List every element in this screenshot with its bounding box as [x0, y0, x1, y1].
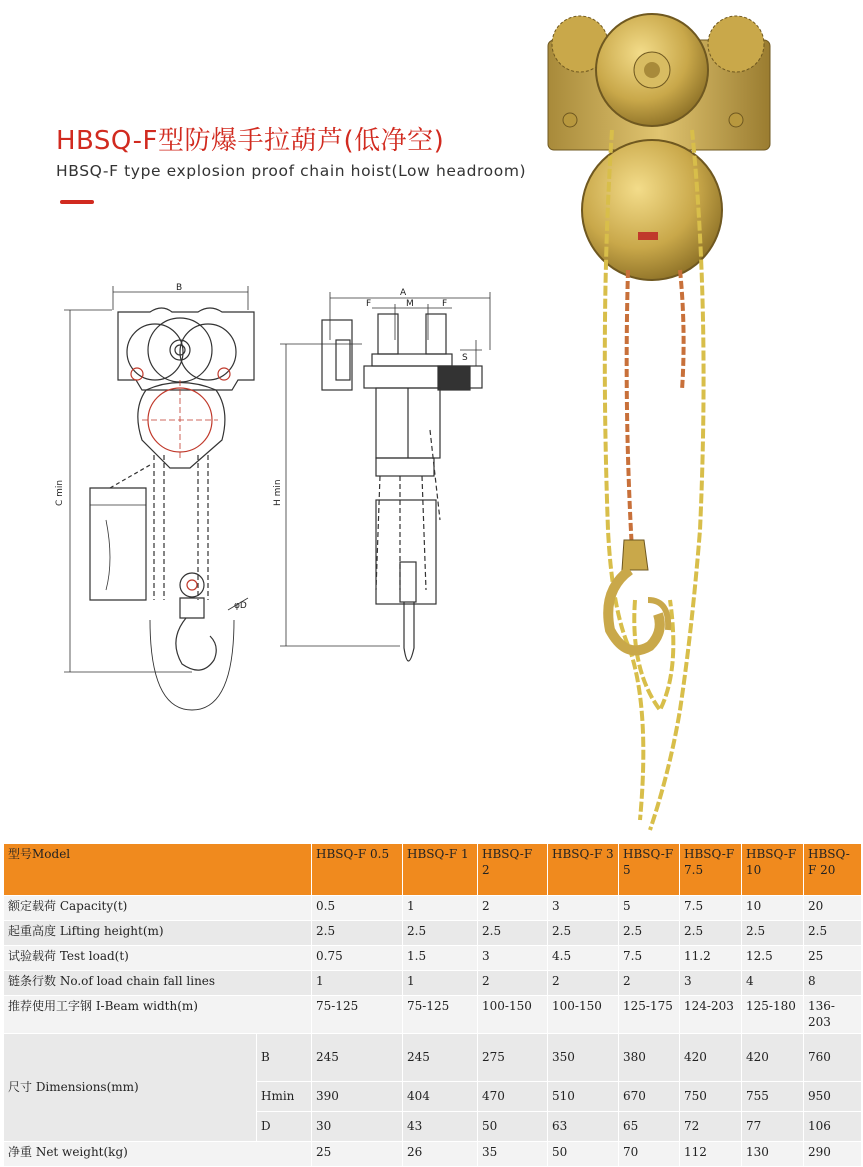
table-cell: 245 — [403, 1034, 478, 1082]
header-model: HBSQ-F 5 — [619, 844, 680, 896]
table-cell: 25 — [312, 1142, 403, 1167]
row-label: 试验载荷 Test load(t) — [4, 946, 312, 971]
table-cell: 4.5 — [548, 946, 619, 971]
table-cell: 2.5 — [742, 921, 804, 946]
header-model: HBSQ-F 10 — [742, 844, 804, 896]
table-row-chain-falls — [4, 971, 862, 996]
table-cell: 25 — [804, 946, 862, 971]
table-cell: 8 — [804, 971, 862, 996]
label-a: A — [400, 288, 407, 298]
table-cell: 1 — [312, 971, 403, 996]
title-underline — [60, 200, 94, 204]
table-cell: 136-203 — [804, 996, 862, 1034]
table-cell: 50 — [548, 1142, 619, 1167]
sub-label: B — [257, 1034, 312, 1082]
spec-table — [3, 843, 862, 1167]
table-cell: 124-203 — [680, 996, 742, 1034]
table-cell: 275 — [478, 1034, 548, 1082]
label-s: S — [462, 353, 468, 363]
label-f-right: F — [442, 299, 448, 309]
table-cell: 470 — [478, 1082, 548, 1112]
table-cell: 75-125 — [403, 996, 478, 1034]
label-m: M — [406, 299, 414, 309]
header-model: HBSQ-F 0.5 — [312, 844, 403, 896]
table-cell: 510 — [548, 1082, 619, 1112]
table-cell: 125-175 — [619, 996, 680, 1034]
table-cell: 404 — [403, 1082, 478, 1112]
row-label: 净重 Net weight(kg) — [4, 1142, 312, 1167]
table-cell: 11.2 — [680, 946, 742, 971]
table-cell: 0.75 — [312, 946, 403, 971]
table-cell: 2 — [478, 971, 548, 996]
table-cell: 4 — [742, 971, 804, 996]
table-cell: 112 — [680, 1142, 742, 1167]
table-cell: 1 — [403, 896, 478, 921]
table-cell: 12.5 — [742, 946, 804, 971]
table-cell: 65 — [619, 1112, 680, 1142]
table-cell: 2 — [548, 971, 619, 996]
row-label: 额定载荷 Capacity(t) — [4, 896, 312, 921]
table-cell: 2.5 — [548, 921, 619, 946]
table-cell: 100-150 — [478, 996, 548, 1034]
table-cell: 290 — [804, 1142, 862, 1167]
table-row-dimension-b — [4, 1034, 862, 1082]
table-cell: 1.5 — [403, 946, 478, 971]
table-header-row — [4, 844, 862, 896]
table-cell: 77 — [742, 1112, 804, 1142]
table-cell: 75-125 — [312, 996, 403, 1034]
table-cell: 390 — [312, 1082, 403, 1112]
table-row-test-load — [4, 946, 862, 971]
technical-drawing — [50, 280, 510, 720]
product-photo — [540, 10, 780, 840]
header-label: 型号Model — [4, 844, 312, 896]
header-model: HBSQ-F 3 — [548, 844, 619, 896]
table-row-capacity — [4, 896, 862, 921]
table-cell: 130 — [742, 1142, 804, 1167]
label-h-min: H min — [273, 479, 283, 506]
header-model: HBSQ-F 1 — [403, 844, 478, 896]
table-cell: 3 — [478, 946, 548, 971]
sub-label: D — [257, 1112, 312, 1142]
table-cell: 245 — [312, 1034, 403, 1082]
dimensions-label: 尺寸 Dimensions(mm) — [4, 1034, 257, 1142]
table-cell: 7.5 — [680, 896, 742, 921]
label-c-min: C min — [55, 479, 65, 506]
label-b: B — [176, 283, 183, 293]
table-cell: 2.5 — [403, 921, 478, 946]
table-cell: 420 — [742, 1034, 804, 1082]
page-title: HBSQ-F型防爆手拉葫芦(低净空) — [56, 126, 445, 156]
table-cell: 420 — [680, 1034, 742, 1082]
table-cell: 43 — [403, 1112, 478, 1142]
table-cell: 30 — [312, 1112, 403, 1142]
row-label: 推荐使用工字钢 I-Beam width(m) — [4, 996, 312, 1034]
table-cell: 750 — [680, 1082, 742, 1112]
table-cell: 26 — [403, 1142, 478, 1167]
table-cell: 760 — [804, 1034, 862, 1082]
table-cell: 50 — [478, 1112, 548, 1142]
table-row-lifting-height — [4, 921, 862, 946]
table-cell: 5 — [619, 896, 680, 921]
table-cell: 3 — [680, 971, 742, 996]
table-cell: 100-150 — [548, 996, 619, 1034]
header-model: HBSQ-F 7.5 — [680, 844, 742, 896]
sub-label: Hmin — [257, 1082, 312, 1112]
table-cell: 125-180 — [742, 996, 804, 1034]
table-cell: 7.5 — [619, 946, 680, 971]
table-cell: 10 — [742, 896, 804, 921]
row-label: 起重高度 Lifting height(m) — [4, 921, 312, 946]
table-cell: 2.5 — [478, 921, 548, 946]
table-cell: 2 — [478, 896, 548, 921]
table-cell: 755 — [742, 1082, 804, 1112]
label-f-left: F — [366, 299, 372, 309]
table-cell: 2.5 — [619, 921, 680, 946]
table-cell: 2.5 — [680, 921, 742, 946]
label-phi-d: φD — [234, 601, 247, 611]
page-subtitle: HBSQ-F type explosion proof chain hoist(Low headroom) — [56, 162, 527, 180]
table-cell: 2 — [619, 971, 680, 996]
table-cell: 63 — [548, 1112, 619, 1142]
table-cell: 70 — [619, 1142, 680, 1167]
table-cell: 1 — [403, 971, 478, 996]
header-model: HBSQ-F 20 — [804, 844, 862, 896]
table-cell: 2.5 — [804, 921, 862, 946]
table-row-net-weight — [4, 1142, 862, 1167]
table-cell: 350 — [548, 1034, 619, 1082]
row-label: 链条行数 No.of load chain fall lines — [4, 971, 312, 996]
table-cell: 380 — [619, 1034, 680, 1082]
table-cell: 106 — [804, 1112, 862, 1142]
header-model: HBSQ-F 2 — [478, 844, 548, 896]
table-cell: 0.5 — [312, 896, 403, 921]
table-cell: 2.5 — [312, 921, 403, 946]
table-cell: 72 — [680, 1112, 742, 1142]
table-cell: 950 — [804, 1082, 862, 1112]
table-cell: 3 — [548, 896, 619, 921]
table-cell: 670 — [619, 1082, 680, 1112]
table-cell: 20 — [804, 896, 862, 921]
table-row-beam-width — [4, 996, 862, 1034]
table-cell: 35 — [478, 1142, 548, 1167]
